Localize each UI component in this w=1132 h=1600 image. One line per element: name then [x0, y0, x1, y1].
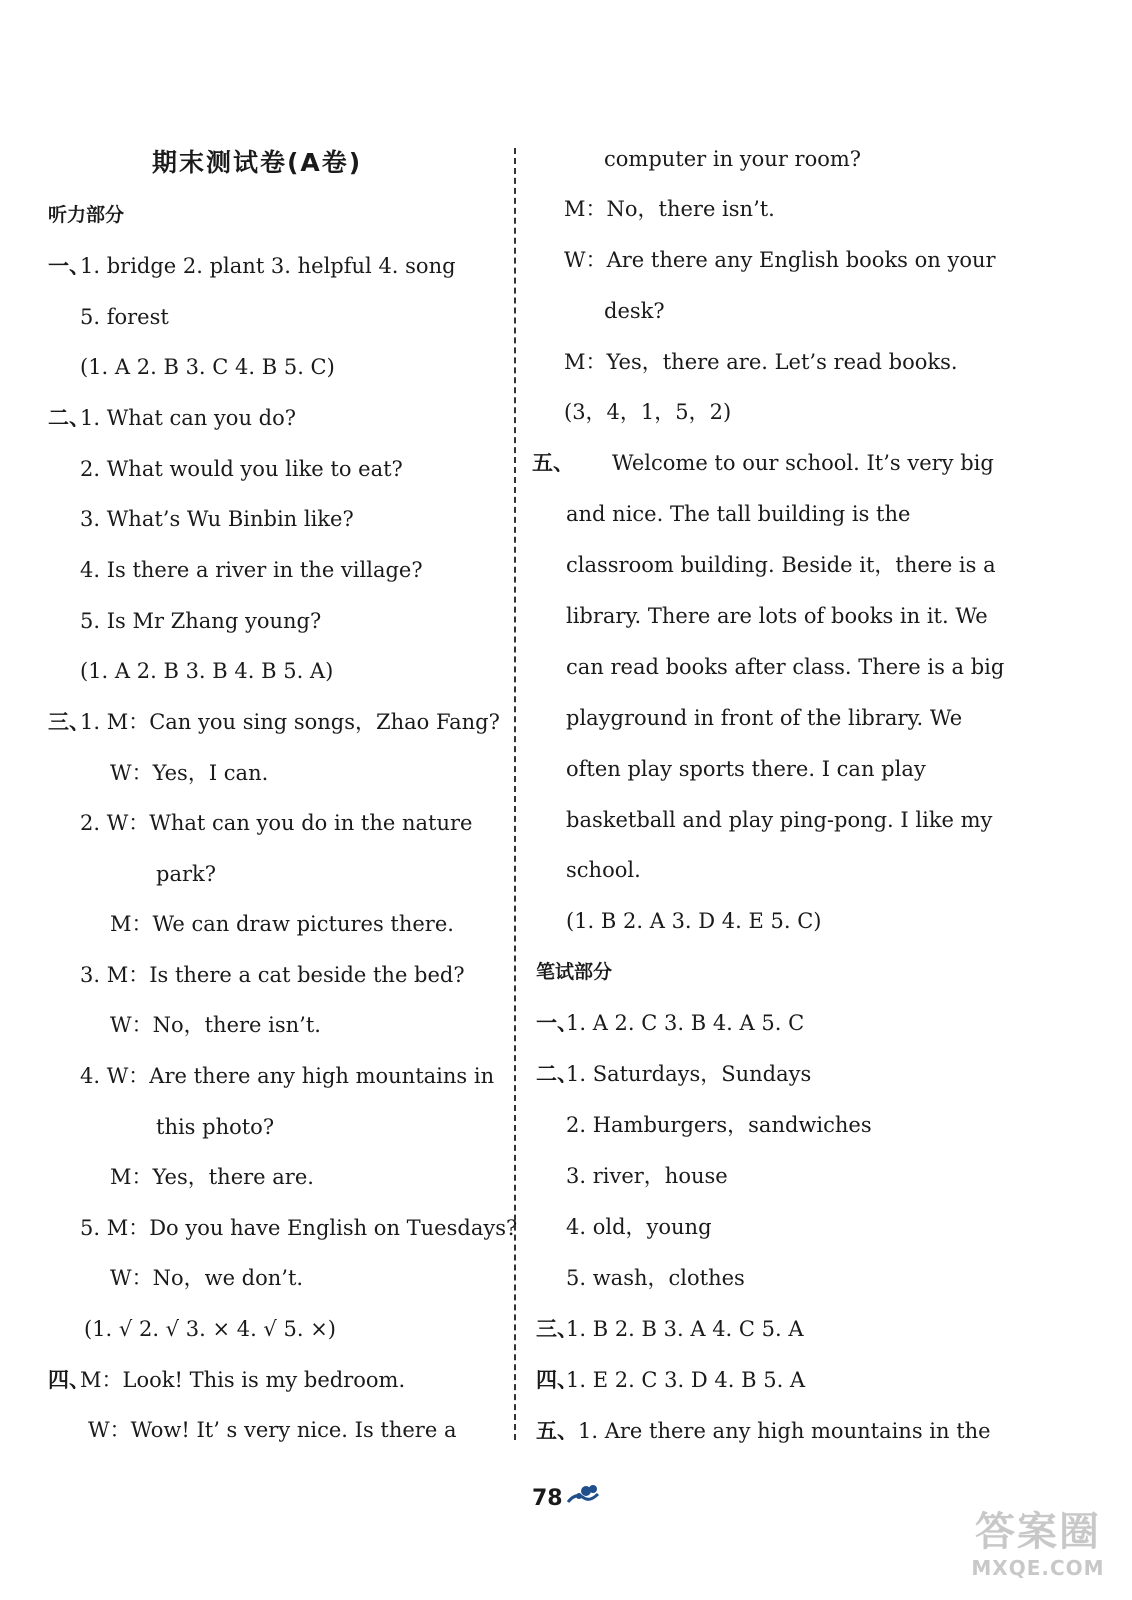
written-q1-answers: 1. A 2. C 3. B 4. A 5. C	[566, 1011, 805, 1035]
passage-line-6: playground in front of the library. We	[566, 706, 963, 730]
written-q2-answer-1: 1. Saturdays，Sundays	[566, 1062, 812, 1086]
listen-q4-line-1: M：Look! This is my bedroom.	[80, 1368, 406, 1392]
listen-q4-line-7: M：Yes，there are. Let’s read books.	[564, 350, 958, 374]
written-q2-answer-4: 4. old，young	[566, 1215, 712, 1239]
listen-q5-answers: (1. B 2. A 3. D 4. E 5. C)	[566, 909, 822, 933]
listen-q4-answers: (3，4，1，5，2)	[564, 400, 732, 424]
passage-line-4: library. There are lots of books in it. We	[566, 604, 988, 628]
dialog-1-line-1: 1. M：Can you sing songs，Zhao Fang?	[80, 710, 500, 734]
dialog-4-line-3: M：Yes，there are.	[110, 1165, 314, 1189]
listen-q1-number: 一、	[48, 254, 90, 278]
written-q2-number: 二、	[536, 1062, 578, 1086]
written-q3-answers: 1. B 2. B 3. A 4. C 5. A	[566, 1317, 804, 1341]
listen-q2-item-2: 2. What would you like to eat?	[80, 457, 403, 481]
written-q2-answer-5: 5. wash，clothes	[566, 1266, 745, 1290]
dialog-5-line-2: W：No，we don’t.	[110, 1266, 304, 1290]
listen-q4-line-4: M：No，there isn’t.	[564, 197, 775, 221]
passage-line-3: classroom building. Beside it，there is a	[566, 553, 996, 577]
passage-line-1: Welcome to our school. It’s very big	[612, 451, 994, 475]
listen-q1-answers: (1. A 2. B 3. C 4. B 5. C)	[80, 355, 335, 379]
listen-q2-item-5: 5. Is Mr Zhang young?	[80, 609, 322, 633]
dialog-5-line-1: 5. M：Do you have English on Tuesdays?	[80, 1216, 518, 1240]
dialog-1-line-2: W：Yes，I can.	[110, 761, 269, 785]
listen-q5-number: 五、	[532, 451, 574, 475]
listen-q2-item-4: 4. Is there a river in the village?	[80, 558, 423, 582]
written-q4-answers: 1. E 2. C 3. D 4. B 5. A	[566, 1368, 806, 1392]
dialog-2-line-3: M：We can draw pictures there.	[110, 912, 454, 936]
written-section-header: 笔试部分	[536, 961, 613, 983]
written-q1-number: 一、	[536, 1011, 578, 1035]
passage-line-8: basketball and play ping-pong. I like my	[566, 808, 993, 832]
dialog-2-line-1: 2. W：What can you do in the nature	[80, 811, 473, 835]
listening-section-header: 听力部分	[48, 204, 125, 226]
dialog-3-line-2: W：No，there isn’t.	[110, 1013, 321, 1037]
listen-q4-line-2: W：Wow! It’ s very nice. Is there a	[88, 1418, 457, 1442]
dialog-4-line-1: 4. W：Are there any high mountains in	[80, 1064, 495, 1088]
passage-line-2: and nice. The tall building is the	[566, 502, 911, 526]
listen-q1-words-cont: 5. forest	[80, 305, 169, 329]
page-title: 期末测试卷(A卷)	[152, 148, 363, 177]
listen-q4-line-3: computer in your room?	[604, 147, 862, 171]
written-q4-number: 四、	[536, 1368, 578, 1392]
listen-q3-answers: (1. √ 2. √ 3. × 4. √ 5. ×)	[84, 1317, 336, 1341]
passage-line-7: often play sports there. I can play	[566, 757, 926, 781]
listen-q2-answers: (1. A 2. B 3. B 4. B 5. A)	[80, 659, 334, 683]
written-q3-number: 三、	[536, 1317, 578, 1341]
listen-q2-item-1: 1. What can you do?	[80, 406, 296, 430]
listen-q4-line-5: W：Are there any English books on your	[564, 248, 996, 272]
dialog-4-line-2: this photo?	[156, 1115, 275, 1139]
flower-ornament-icon	[566, 1482, 600, 1510]
written-q5-number: 五、	[536, 1419, 578, 1443]
passage-line-5: can read books after class. There is a big	[566, 655, 1005, 679]
listen-q4-line-6: desk?	[604, 299, 665, 323]
column-divider	[514, 148, 516, 1440]
listen-q1-words: 1. bridge 2. plant 3. helpful 4. song	[80, 254, 456, 278]
listen-q2-item-3: 3. What’s Wu Binbin like?	[80, 507, 354, 531]
listen-q4-number: 四、	[48, 1368, 90, 1392]
dialog-3-line-1: 3. M：Is there a cat beside the bed?	[80, 963, 465, 987]
written-q2-answer-3: 3. river，house	[566, 1164, 728, 1188]
written-q5-answer-1: 1. Are there any high mountains in the	[578, 1419, 991, 1443]
listen-q3-number: 三、	[48, 710, 90, 734]
written-q2-answer-2: 2. Hamburgers，sandwiches	[566, 1113, 872, 1137]
watermark-logo: 答案圈 MXQE.COM	[971, 1509, 1105, 1580]
page-number: 78	[532, 1486, 563, 1511]
passage-line-9: school.	[566, 858, 641, 882]
dialog-2-line-2: park?	[156, 862, 216, 886]
listen-q2-number: 二、	[48, 406, 90, 430]
